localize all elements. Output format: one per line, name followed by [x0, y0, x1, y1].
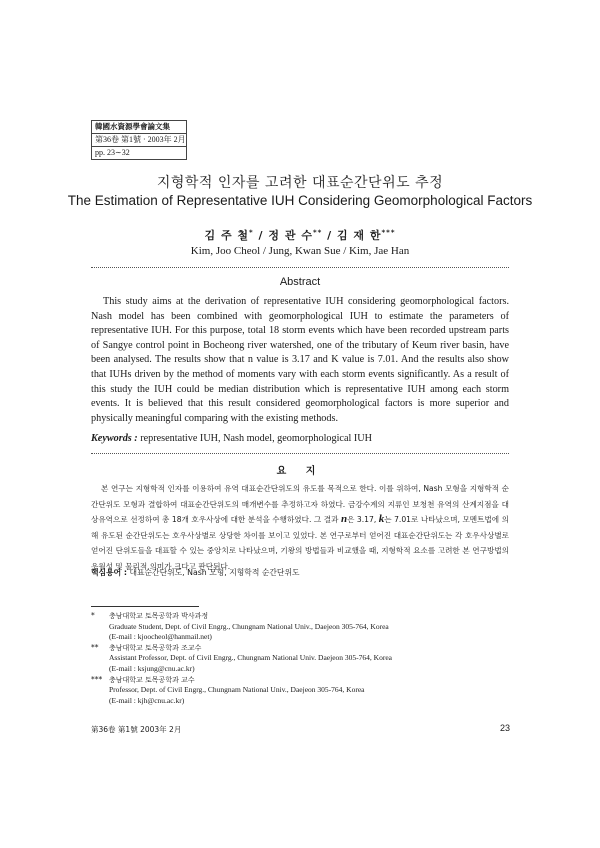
keywords-text: representative IUH, Nash model, geomorphological IUH	[140, 433, 372, 444]
paper-title-korean: 지형학적 인자를 고려한 대표순간단위도 추정	[156, 175, 444, 191]
author-separator: /	[322, 229, 337, 242]
author-2-name: 정 관 수	[268, 229, 313, 242]
author-3-name: 김 재 한	[336, 229, 382, 242]
korean-keywords-text: 대표순간단위도, Nash 모형, 지형학적 순간단위도	[129, 568, 300, 577]
journal-pages: pp. 23∼32	[95, 148, 130, 157]
korean-abstract-heading: 요 지	[276, 466, 324, 477]
author-1-name: 김 주 철	[204, 229, 250, 242]
n-symbol: n	[340, 513, 348, 525]
page-number: 23	[499, 723, 510, 733]
footnote-affiliation-korean: 충남대학교 토목공학과 교수	[109, 675, 195, 684]
footnote-item	[91, 643, 509, 675]
footnote-affiliation-korean: 충남대학교 토목공학과 조교수	[109, 643, 202, 652]
footnote-affiliation-korean: 충남대학교 토목공학과 박사과정	[109, 612, 209, 620]
journal-name: 韓國水資源學會論文集	[92, 121, 186, 134]
korean-abstract-part-2: 은 3.17,	[347, 515, 379, 524]
divider	[91, 267, 509, 268]
footnote-affiliation-english: Assistant Professor, Dept. of Civil Engrg., Chungnam National Univ. Daejeon 305-764, Korea	[109, 653, 392, 663]
authors-english: Kim, Joo Cheol / Jung, Kwan Sue / Kim, Jae Han	[190, 245, 410, 257]
author-1-mark: *	[249, 228, 254, 237]
footnote-affiliation-english: Professor, Dept. of Civil Engrg., Chungnam National Univ., Daejeon 305-764, Korea	[109, 685, 365, 695]
footnote-item	[91, 611, 509, 643]
authors-korean	[0, 227, 600, 243]
abstract-text: This study aims at the derivation of representative IUH considering geomorphological factors. Nash model has been combined with geomorphological IUH to estimate the parameters of representative IUH. For this purpose, total 18 storm events which have been recorded upstream parts of Sangye control point in Bocheong river watershed, one of the tributary of Keum river basin, have been analysed. The results show that n value is 3.17 and K value is 7.01. And the results also show that IUHs driven by the method of moments vary with each storm events significantly. As a result of this study the IUH could be median distribution which is representative IUH among each storm events. It is believed that this result considered geomorphological factors is more superior and physically meaningful comparing with the existing methods.	[91, 296, 509, 424]
korean-keywords	[91, 566, 509, 580]
footnote-mark: **	[91, 642, 99, 652]
footnote-item	[91, 675, 509, 707]
korean-abstract-part-1: 본 연구는 지형학적 인자를 이용하여 유역 대표순간단위도의 유도를 목적으로 한다. 이를 위하여, Nash 모형을 지형학적 순간단위도 모형과 결합하여 대표순간단위도의 매개변수를 추정하고자 하였다. 금강수계의 지류인 보청천 유역의 산계지점을 대상유역으로 선정하여 총 18개 호우사상에 대한 분석을 수행하였다. 그 결과	[91, 484, 509, 524]
footnote-mark: ***	[91, 674, 103, 684]
author-3-mark: ***	[381, 228, 396, 237]
footnote-mark: *	[91, 611, 95, 620]
footnote-email: (E-mail : kjh@cnu.ac.kr)	[109, 695, 185, 705]
paper-title-english: The Estimation of Representative IUH Considering Geomorphological Factors	[67, 193, 533, 208]
journal-info-box	[91, 120, 187, 160]
footnote-email: (E-mail : kjoocheol@hanmail.net)	[109, 632, 212, 642]
footer-journal-issue: 第36卷 第1號 2003年 2月	[91, 725, 182, 734]
korean-abstract-part-3: 는 7.01로 나타났으며, 모멘트법에 의해 유도된 순간단위도는 호우사상별로 상당한 차이를 보이고 있었다. 본 연구로부터 얻어진 대표순간단위도는 각 호우사상별로 얻어진 단위도들을 대표할 수 있는 중앙치로 나타났으며, 기왕의 방법들과 비교했을 때, 지형학적 요소를 고려한 본 연구방법의 우월성 및 물리적 의미가 크다고 판단된다.	[91, 515, 509, 571]
k-symbol: k	[378, 513, 385, 525]
journal-volume: 第36卷 第1號 · 2003年 2月	[92, 134, 186, 147]
divider	[91, 453, 509, 454]
footnote-affiliation-english: Graduate Student, Dept. of Civil Engrg., Chungnam National Univ., Daejeon 305-764, Korea	[109, 621, 389, 631]
author-separator: /	[253, 229, 269, 242]
footnote-email: (E-mail : ksjung@cnu.ac.kr)	[109, 663, 195, 673]
korean-abstract-text	[91, 481, 509, 574]
author-2-mark: **	[312, 228, 323, 237]
korean-keywords-label: 핵심용어 :	[91, 568, 127, 577]
keywords-label: Keywords :	[91, 433, 138, 444]
footnotes	[91, 611, 509, 706]
footnote-rule	[91, 606, 199, 607]
abstract-heading: Abstract	[279, 276, 321, 288]
keywords	[91, 432, 509, 446]
